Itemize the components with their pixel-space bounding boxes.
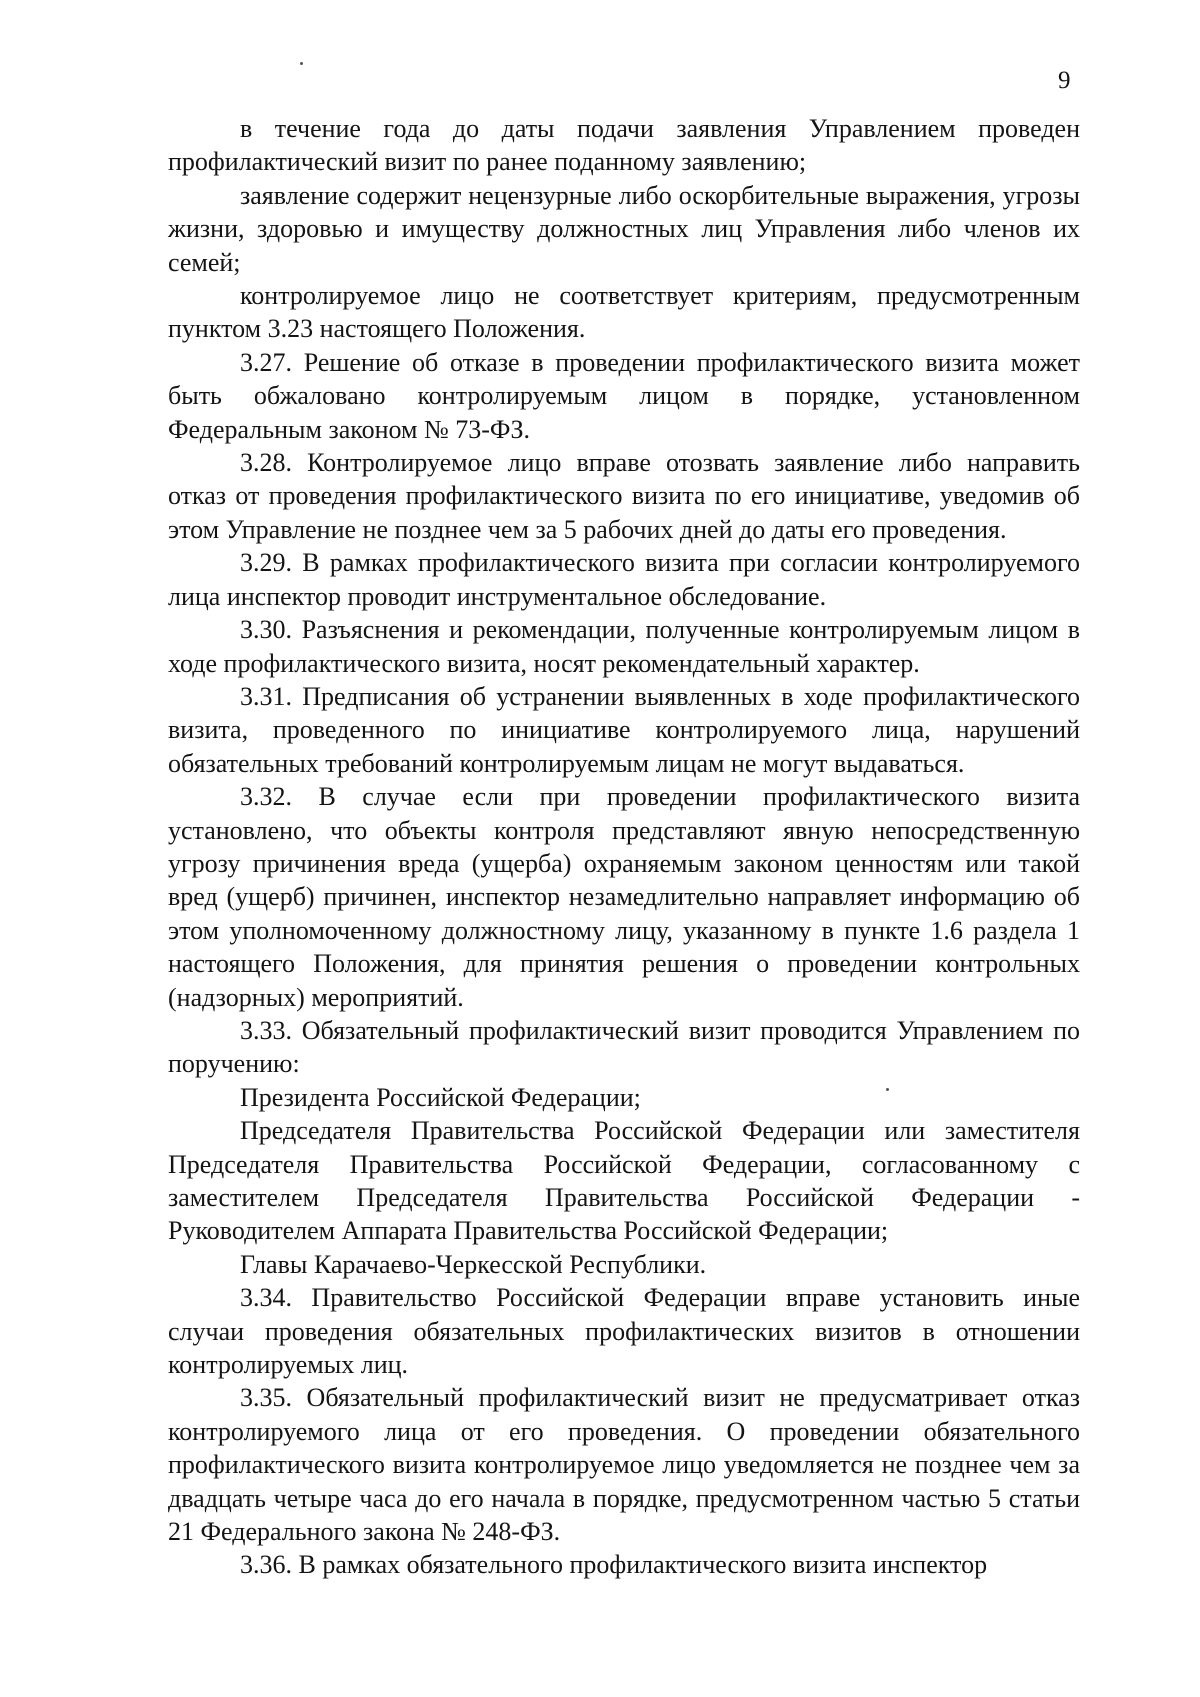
paragraph-criteria-mismatch: контролируемое лицо не соответствует критериям, предусмотренным пунктом 3.23 настоящего Положения. [168, 281, 1080, 344]
paragraph-3-27: 3.27. Решение об отказе в проведении профилактического визита может быть обжаловано контролируемым лицом в порядке, установленном Федеральным законом № 73-ФЗ. [168, 347, 1080, 444]
paragraph-3-34: 3.34. Правительство Российской Федерации вправе установить иные случаи проведения обязательных профилактических визитов в отношении контролируемых лиц. [168, 1283, 1080, 1380]
document-body [168, 112, 1080, 1582]
scan-speck [886, 1088, 889, 1091]
paragraph-3-32: 3.32. В случае если при проведении профилактического визита установлено, что объекты контроля представляют явную непосредственную угрозу причинения вреда (ущерба) охраняемым законом ценностям или такой вред (ущерб) причинен, инспектор незамедлительно направляет информацию об этом уполномоченному должностному лицу, указанному в пункте 1.6 раздела 1 настоящего Положения, для принятия решения о проведении контрольных (надзорных) мероприятий. [168, 782, 1080, 1012]
paragraph-3-35: 3.35. Обязательный профилактический визит не предусматривает отказ контролируемого лица от его проведения. О проведении обязательного профилактического визита контролируемое лицо уведомляется не позднее чем за двадцать четыре часа до его начала в порядке, предусмотренном частью 5 статьи 21 Федерального закона № 248-ФЗ. [168, 1383, 1080, 1547]
paragraph-3-28: 3.28. Контролируемое лицо вправе отозвать заявление либо направить отказ от проведения профилактического визита по его инициативе, уведомив об этом Управление не позднее чем за 5 рабочих дней до даты его проведения. [168, 448, 1080, 544]
page-number: 9 [1058, 67, 1071, 94]
paragraph-3-30: 3.30. Разъяснения и рекомендации, полученные контролируемым лицом в ходе профилактического визита, носят рекомендательный характер. [168, 615, 1080, 678]
paragraph-previous-visit: в течение года до даты подачи заявления Управлением проведен профилактический визит по ранее поданному заявлению; [168, 114, 1080, 177]
paragraph-chairman: Председателя Правительства Российской Федерации или заместителя Председателя Правительства Российской Федерации, согласованному с заместителем Председателя Правительства Российской Федерации - Руководителем Аппарата Правительства Российской Федерации; [168, 1116, 1080, 1246]
paragraph-offensive-content: заявление содержит нецензурные либо оскорбительные выражения, угрозы жизни, здоровью и имуществу должностных лиц Управления либо членов их семей; [168, 180, 1080, 277]
scan-speck [300, 62, 303, 65]
paragraph-3-29: 3.29. В рамках профилактического визита при согласии контролируемого лица инспектор проводит инструментальное обследование. [168, 548, 1080, 611]
paragraph-3-36: 3.36. В рамках обязательного профилактического визита инспектор [240, 1550, 988, 1580]
paragraph-head-of-republic: Главы Карачаево-Черкесской Республики. [240, 1249, 707, 1279]
paragraph-president: Президента Российской Федерации; [240, 1082, 641, 1112]
paragraph-3-33: 3.33. Обязательный профилактический визит проводится Управлением по поручению: [168, 1015, 1080, 1079]
paragraph-3-31: 3.31. Предписания об устранении выявленных в ходе профилактического визита, проведенного по инициативе контролируемого лица, нарушений обязательных требований контролируемым лицам не могут выдаваться. [168, 681, 1080, 778]
